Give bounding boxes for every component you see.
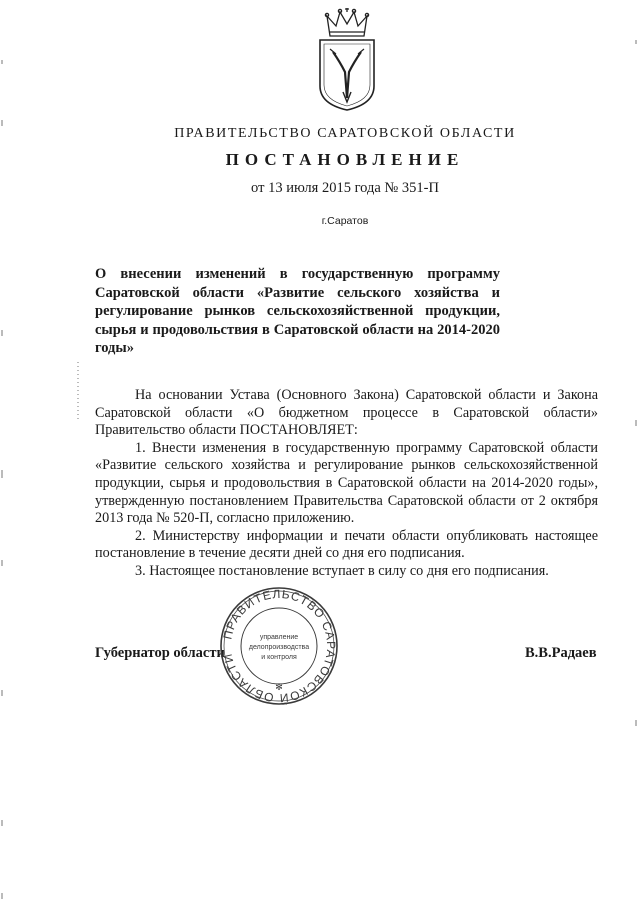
- official-seal-stamp: [218, 585, 340, 707]
- stamp-inner-line-1: управление: [259, 634, 299, 641]
- signatory-name: В.В.Радаев: [525, 645, 597, 661]
- government-name: ПРАВИТЕЛЬСТВО САРАТОВСКОЙ ОБЛАСТИ: [174, 126, 516, 141]
- stamp-outer-text: ПРАВИТЕЛЬСТВО САРАТОВСКОЙ ОБЛАСТИ: [220, 586, 339, 706]
- document-subject: О внесении изменений в государственную программу Саратовской области «Развитие сельского хозяйства и регулирование рынков сельскохозяйственной продукции, сырья и продовольствия в Саратовской области на 2014-2020 годы»: [95, 266, 500, 356]
- item-paragraph-2: 2. Министерству информации и печати области опубликовать настоящее постановление в течение десяти дней со дня его подписания.: [95, 527, 598, 562]
- document-city: г.Саратов: [321, 215, 369, 227]
- preamble-paragraph: На основании Устава (Основного Закона) Саратовской области и Закона Саратовской области «О бюджетном процессе в Саратовской области» Правительство области ПОСТАНОВЛЯЕТ:: [95, 387, 598, 439]
- item-paragraph-1: 1. Внести изменения в государственную программу Саратовской области «Развитие сельского хозяйства и регулирование рынков сельскохозяйственной продукции, сырья и продовольствия в Саратовской области на 2014-2020 годы», утвержденную постановлением Правительства Саратовской области от 2 октября 2013 года № 520-П, согласно приложению.: [95, 439, 598, 527]
- document-type: ПОСТАНОВЛЕНИЕ: [225, 150, 465, 169]
- stamp-inner-line-2: делопроизводства: [248, 644, 310, 651]
- item-paragraph-3: 3. Настоящее постановление вступает в силу со дня его подписания.: [135, 562, 549, 579]
- document-date-number: от 13 июля 2015 года № 351-П: [251, 180, 439, 196]
- stamp-inner-line-3: и контроля: [261, 654, 297, 661]
- document-body: [95, 387, 598, 581]
- saratov-coat-of-arms-icon: [312, 8, 382, 112]
- svg-text:✻: ✻: [275, 683, 283, 693]
- signatory-title: Губернатор области: [95, 645, 225, 661]
